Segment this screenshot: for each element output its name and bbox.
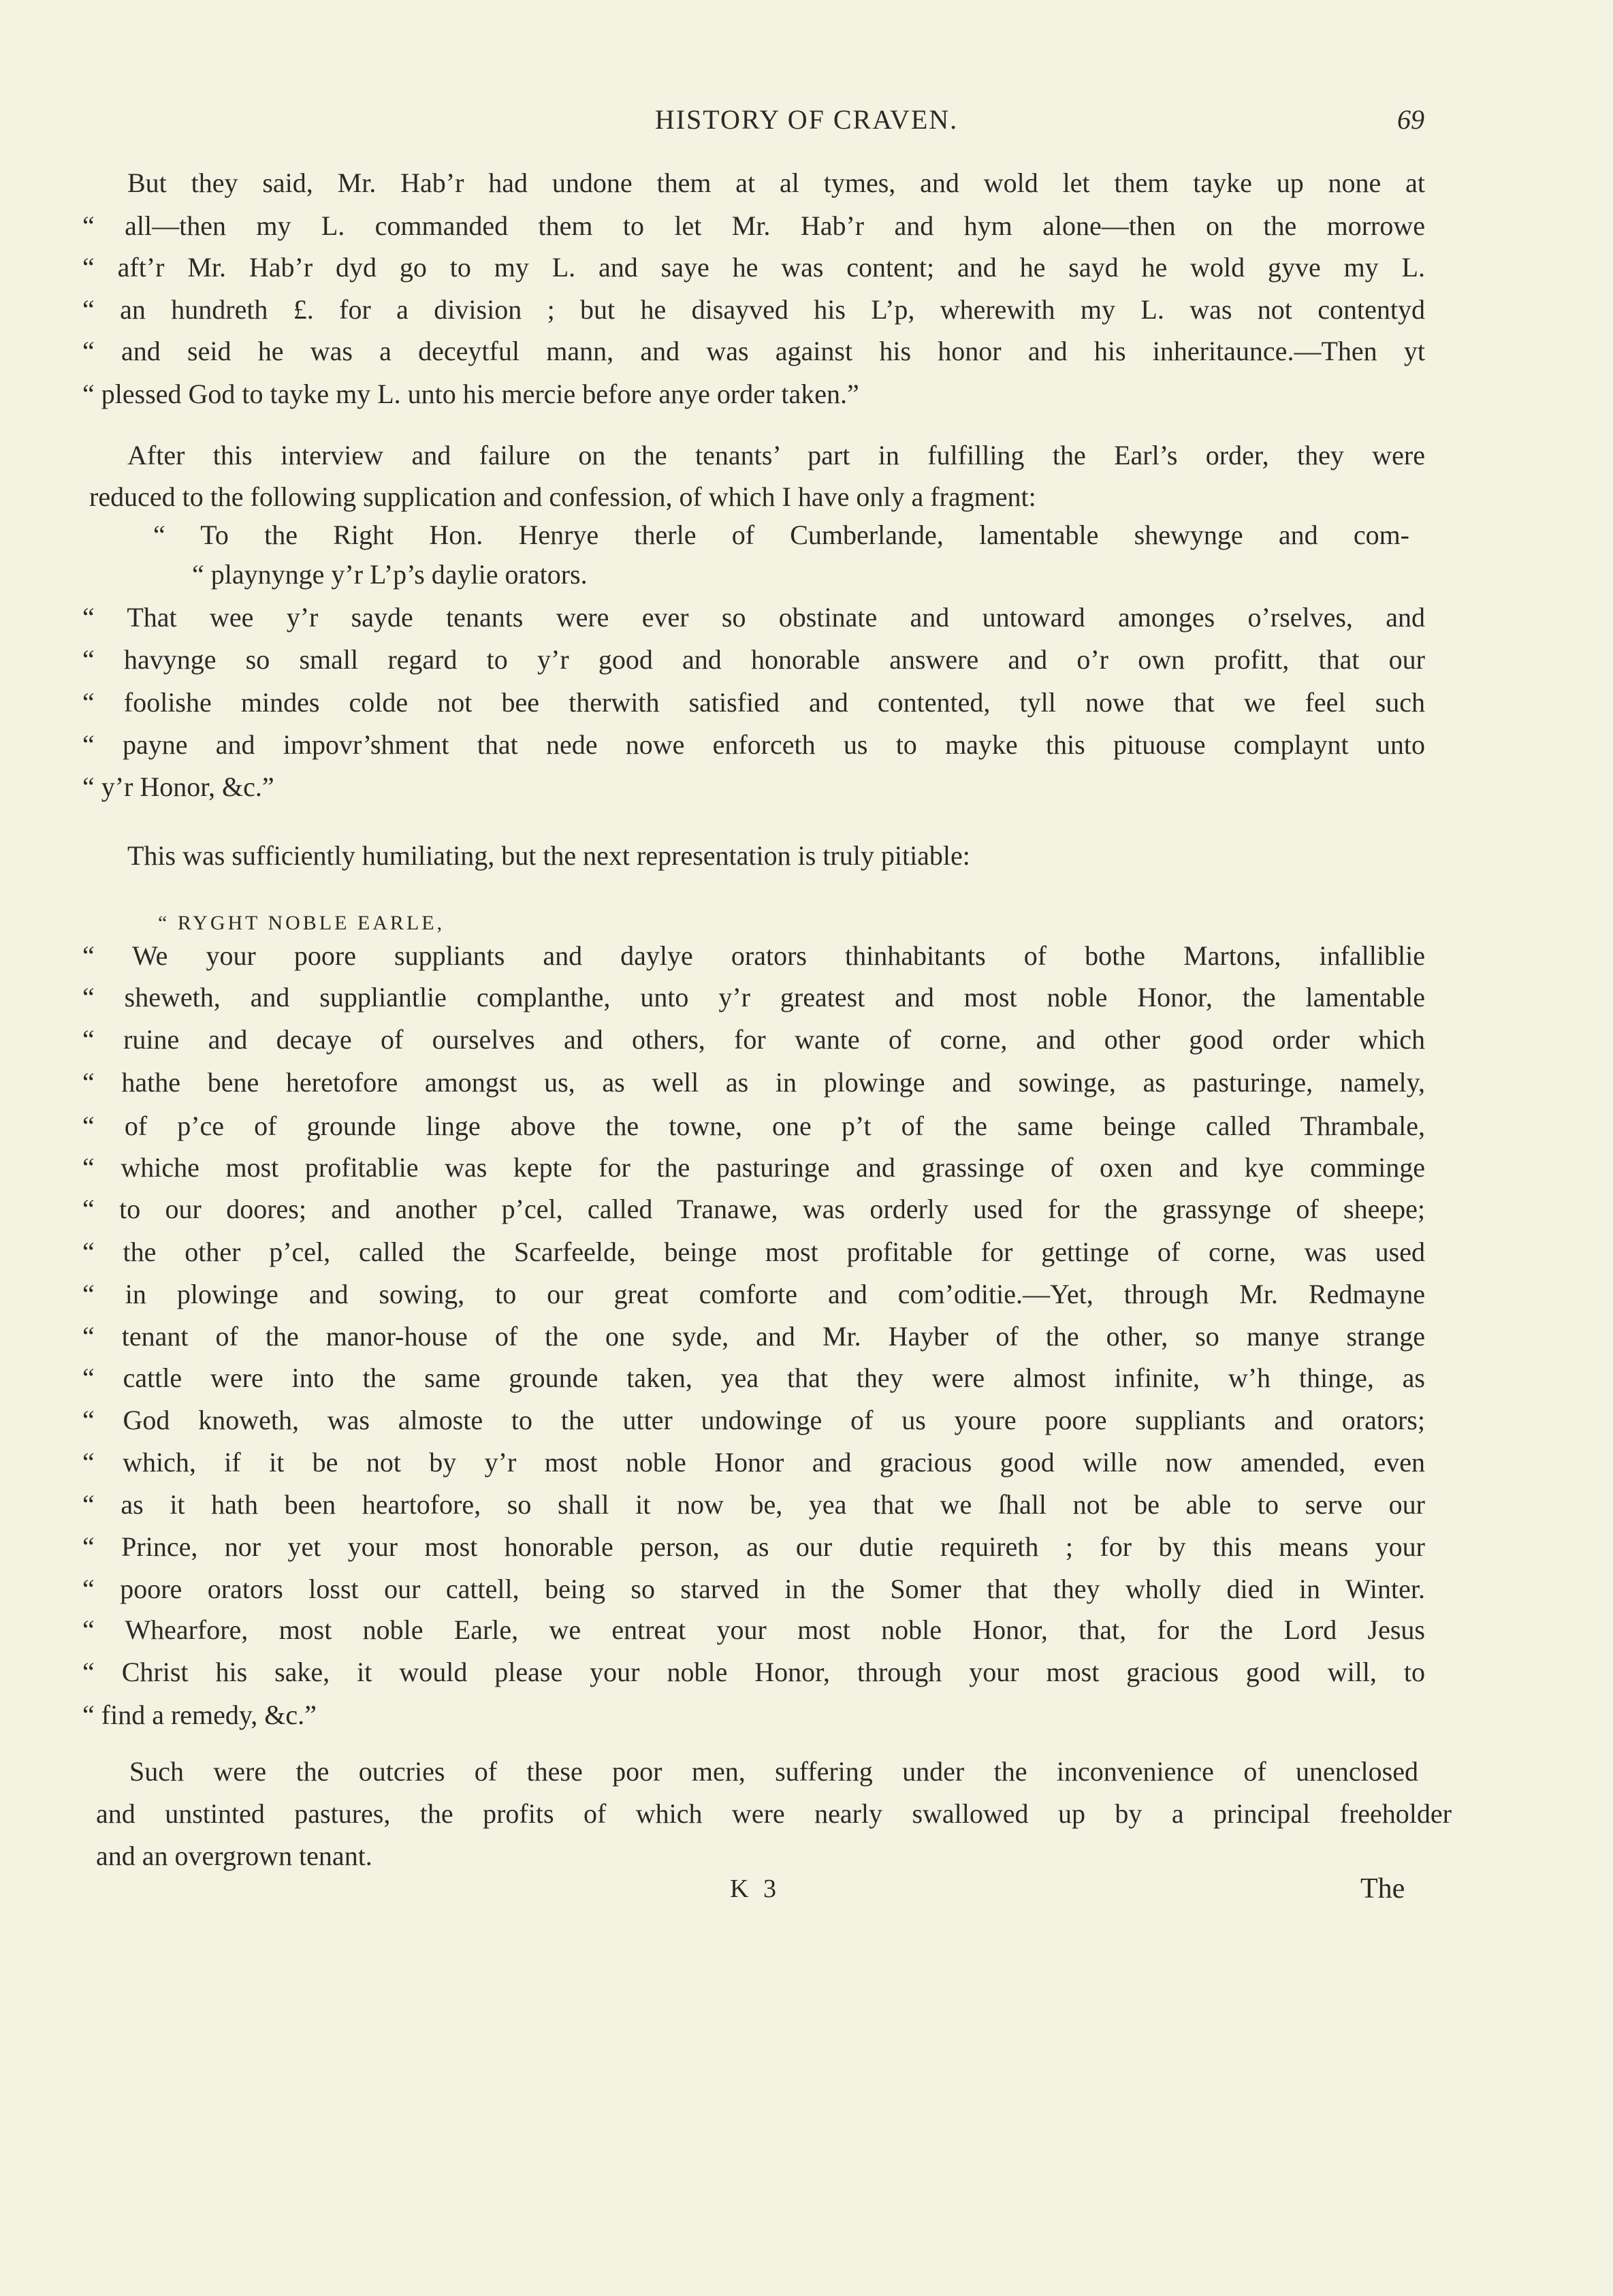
text-line: “ tenant of the manor-house of the one syde, and Mr. Hayber of the other, so manye strange — [82, 1321, 1425, 1352]
text-line: “ in plowinge and sowing, to our great comforte and com’oditie.—Yet, through Mr. Redmayne — [82, 1279, 1425, 1309]
text-line: “ of p’ce of grounde linge above the towne, one p’t of the same beinge called Thrambale, — [82, 1111, 1425, 1141]
text-line: “ ruine and decaye of ourselves and others, for wante of corne, and other good order which — [82, 1024, 1425, 1055]
text-line: “ poore orators losst our cattell, being so starved in the Somer that they wholly died in Winter. — [82, 1574, 1425, 1604]
text-line: “ That wee y’r sayde tenants were ever so obstinate and untoward amonges o’rselves, and — [82, 602, 1425, 633]
text-line: “ an hundreth £. for a division ; but he disayved his L’p, wherewith my L. was not contentyd — [82, 294, 1425, 325]
text-line: “ aft’r Mr. Hab’r dyd go to my L. and saye he was content; and he sayd he wold gyve my L. — [82, 252, 1425, 283]
text-line: “ payne and impovr’shment that nede nowe enforceth us to mayke this pituouse complaynt unto — [82, 729, 1425, 760]
signature-mark: K 3 — [730, 1875, 780, 1903]
text-line: “ which, if it be not by y’r most noble Honor and gracious good wille now amended, even — [82, 1447, 1425, 1478]
text-line: “ find a remedy, &c.” — [82, 1700, 317, 1730]
running-title: HISTORY OF CRAVEN. — [654, 104, 959, 135]
text-line: and unstinted pastures, the profits of which were nearly swallowed up by a principal freeholder — [96, 1798, 1452, 1829]
text-line: “ Whearfore, most noble Earle, we entreat your most noble Honor, that, for the Lord Jesus — [82, 1614, 1425, 1645]
text-line: Such were the outcries of these poor men, suffering under the inconvenience of unenclosed — [129, 1756, 1418, 1787]
text-line: “ RYGHT NOBLE EARLE, — [158, 912, 445, 934]
text-line: “ cattle were into the same grounde taken, yea that they were almost infinite, w’h thinge, as — [82, 1362, 1425, 1393]
text-line: This was sufficiently humiliating, but the next representation is truly pitiable: — [127, 840, 970, 871]
text-line: “ whiche most profitablie was kepte for the pasturinge and grassinge of oxen and kye comminge — [82, 1152, 1425, 1183]
text-line: “ foolishe mindes colde not bee therwith satisfied and contented, tyll nowe that we feel such — [82, 687, 1425, 718]
text-line: “ y’r Honor, &c.” — [82, 771, 274, 802]
text-line: “ We your poore suppliants and daylye orators thinhabitants of bothe Martons, infalliblie — [82, 940, 1425, 971]
text-line: “ Christ his sake, it would please your noble Honor, through your most gracious good will, to — [82, 1657, 1425, 1687]
text-line: “ sheweth, and suppliantlie complanthe, unto y’r greatest and most noble Honor, the lamentable — [82, 982, 1425, 1013]
text-line: But they said, Mr. Hab’r had undone them at al tymes, and wold let them tayke up none at — [127, 168, 1425, 198]
text-line: “ all—then my L. commanded them to let Mr. Hab’r and hym alone—then on the morrowe — [82, 210, 1425, 241]
text-line: “ plessed God to tayke my L. unto his mercie before anye order taken.” — [82, 379, 859, 409]
text-line: “ the other p’cel, called the Scarfeelde, beinge most profitable for gettinge of corne, was used — [82, 1237, 1425, 1267]
text-line: reduced to the following supplication and confession, of which I have only a fragment: — [89, 481, 1036, 512]
page-number: 69 — [1397, 104, 1424, 135]
text-line: and an overgrown tenant. — [96, 1840, 372, 1871]
text-line: “ hathe bene heretofore amongst us, as well as in plowinge and sowinge, as pasturinge, namely, — [82, 1067, 1425, 1098]
text-line: After this interview and failure on the tenants’ part in fulfilling the Earl’s order, they were — [127, 440, 1425, 471]
text-line: “ and seid he was a deceytful mann, and was against his honor and his inheritaunce.—Then yt — [82, 336, 1425, 366]
text-line: “ Prince, nor yet your most honorable person, as our dutie requireth ; for by this means your — [82, 1531, 1425, 1562]
text-line: “ to our doores; and another p’cel, called Tranawe, was orderly used for the grassynge of sheepe; — [82, 1194, 1425, 1224]
text-line: “ God knoweth, was almoste to the utter undowinge of us youre poore suppliants and orators; — [82, 1405, 1425, 1435]
text-line: “ To the Right Hon. Henrye therle of Cumberlande, lamentable shewynge and com- — [153, 520, 1409, 550]
text-line: “ as it hath been heartofore, so shall it now be, yea that we ſhall not be able to serve our — [82, 1489, 1425, 1520]
text-line: “ havynge so small regard to y’r good and honorable answere and o’r own profitt, that our — [82, 644, 1425, 675]
catchword: The — [1360, 1873, 1405, 1904]
text-line: “ playnynge y’r L’p’s daylie orators. — [192, 559, 588, 590]
running-head — [0, 103, 1613, 144]
